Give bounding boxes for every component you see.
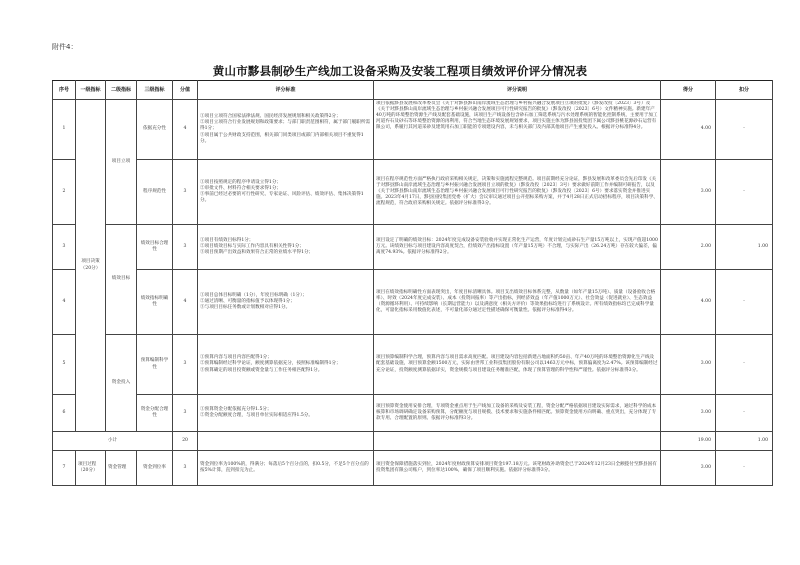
criteria-cell	[198, 270, 374, 335]
criteria-line: ②项目绩效目标与实际工作内容具有相关性得1分；	[200, 243, 304, 249]
table-row	[53, 395, 773, 432]
score-cell: 3.00	[661, 395, 716, 432]
table-row	[53, 225, 773, 270]
criteria-line: ①项目总体目标明确（1分），年度目标明确（1分）；	[200, 292, 307, 298]
deduction-cell: -	[716, 270, 773, 335]
row-index: 6	[53, 395, 76, 432]
header-points: 分值	[173, 81, 198, 100]
explanation-cell: 项目预算编制科学合理，预算内容与项目需求高度匹配。项目建设内容包括新建占地面积约50亩、年产40万吨的环境整治资源化生产线及配套基础设施，项目预算金额1500万元，实际由世邦工业科技集团股份有限公司以1463万元中标，预算偏离度为2.47%。该预算编制经过充分论证，投资额度测算依据详实，资金规模与项目建设任务精准匹配，体现了预算管理的科学性和严谨性。依据评分标准得3分。	[374, 335, 661, 395]
criteria-line: ②审批文件、材料符合相关要求得1分；	[200, 185, 282, 191]
evaluation-table	[52, 80, 773, 486]
level2-cell: 绩效目标	[106, 225, 137, 335]
subtotal-empty-criteria	[198, 432, 374, 451]
criteria-line: ②通过清晰、可衡量的指标值予以体现得1分；	[200, 298, 295, 304]
criteria-line: ①项目按照规定的程序申请设立得1分；	[200, 179, 282, 185]
criteria-line: ③事前已经过必要的可行性研究、专家论证、风险评估、绩效评估、集体决策得1分。	[200, 192, 364, 204]
level1-cell: 项目决策（20分）	[76, 100, 106, 432]
deduction-cell: -	[716, 335, 773, 395]
level3-cell: 预算编制科学性	[137, 335, 173, 395]
level3-cell: 资金到位率	[137, 451, 173, 486]
deduction-cell: -	[716, 100, 773, 160]
table-row	[53, 270, 773, 335]
attachment-label: 附件4：	[52, 43, 78, 51]
criteria-line: ①预算内容与项目内容匹配得1分；	[200, 355, 272, 361]
deduction-cell: -	[716, 395, 773, 432]
score-cell: 2.00	[661, 225, 716, 270]
criteria-cell	[198, 395, 374, 432]
criteria-cell	[198, 225, 374, 270]
score-cell: 4.00	[661, 270, 716, 335]
document-title: 黄山市黟县制砂生产线加工设备采购及安装工程项目绩效评价评分情况表	[212, 64, 588, 78]
header-index: 序号	[53, 81, 76, 100]
header-score: 得分	[661, 81, 716, 100]
level2-cell: 项目立项	[106, 100, 137, 225]
score-cell: 3.00	[661, 335, 716, 395]
deduction-cell: -	[716, 160, 773, 225]
row-index: 7	[53, 451, 76, 486]
criteria-line: ③项目属于公共财政支持范围，相关部门同类项目或部门内部相关项目不重复得1分。	[200, 132, 364, 144]
header-level1: 一级指标	[76, 81, 106, 100]
explanation-cell: 项目在绩效指标明确性方面表现突出，年度目标清晰具体。项目支出绩效目标体系完整，从数量（如年产量15万吨）、质量（设备验收合格率）、时效（2024年度完成安装）、成本（投资回报率）等产出指标，到经济效益（年产值1000万元）、社会效益（促进就业）、生态效益（资源循环利用）、可持续影响（长期运营能力）以及满意度（相关方评价）等效果指标均进行了系统设计。所有绩效指标均已完成科学量化，可量化指标采用数值化表述，不可量化部分通过定性描述确保可衡量性。依据评分标准得4分。	[374, 270, 661, 335]
deduction-cell: -	[716, 451, 773, 486]
subtotal-deduction: 1.00	[716, 432, 773, 451]
criteria-cell	[198, 335, 374, 395]
level1-cell: 项目过程（20分）	[76, 451, 106, 486]
points-cell: 3	[173, 160, 198, 225]
level3-cell: 绩效指标明确性	[137, 270, 173, 335]
subtotal-label: 小计	[53, 432, 173, 451]
subtotal-row	[53, 432, 773, 451]
table-row	[53, 100, 773, 160]
header-explanation: 评分说明	[374, 81, 661, 100]
score-cell: 3.00	[661, 451, 716, 486]
level2-cell: 资金管理	[106, 451, 137, 486]
score-cell: 4.00	[661, 100, 716, 160]
explanation-cell: 项目设定了明确的绩效目标：2024年度完成设备安装验收并实现正常化生产运营，年度计划完成砂石生产量15万吨以上，实现产值超1000万元。该绩效目标与项目建设内容高度契合，但绩效产出指标设置（年产量15万吨）不合理，与实际产出（26.24万吨）存在较大偏差，偏离度74.93%。依据评分标准得2分。	[374, 225, 661, 270]
criteria-line: ③项目预期产出效益和效果符合正常的业绩水平得1分；	[200, 250, 314, 256]
row-index: 4	[53, 270, 76, 335]
deduction-cell: 1.00	[716, 225, 773, 270]
row-index: 2	[53, 160, 76, 225]
row-index: 1	[53, 100, 76, 160]
subtotal-score: 19.00	[661, 432, 716, 451]
header-level3: 三级指标	[137, 81, 173, 100]
points-cell: 4	[173, 270, 198, 335]
table-row	[53, 335, 773, 395]
header-criteria: 评分标准	[198, 81, 374, 100]
criteria-line: ①项目有绩效目标得1分；	[200, 237, 254, 243]
criteria-cell	[198, 100, 374, 160]
header-deduction: 扣分	[716, 81, 773, 100]
explanation-cell: 项目在程序规范性方面严格执行政府采购相关规定，决策和实施流程完整规范。项目前期经充分论证，黟县发展和改革委员会先后印发《关于对黟县黟山南岸流域生态治理与乡村振兴融合发展项目立项的批复》（黟发改投〔2023〕3号）要求做好前期工作并编制可研报告，以及《关于对黟县黟山南岸流域生态治理与乡村振兴融合发展项目可行性研究报告的批复》（黟发改投〔2023〕6号）要求落实资金并推进实施。2023年4月17日，黟县国投集团党委（扩大）会议审议通过项目公开招标采购方案，并于4月28日正式启动招标程序，项目决策科学、流程规范，符合政府采购相关规定。依据评分标准得3分。	[374, 160, 661, 225]
points-cell: 3	[173, 451, 198, 486]
explanation-text: 项目依据黟县发展和改革委员会《关于对黟县黟山南岸流域生态治理与乡村振兴融合发展项目立项的批复》（黟发改投〔2023〕3号）及《关于对黟县黟山南岸流域生态治理与乡村振兴融合发展项目可行性研究报告的批复》（黟发改投〔2023〕6号）文件精神实施。新建年产40万吨的环境整治资源生产线及配套基础设施，该项目生产线设备包含砂石加工筛选系统与污水处理系统的智能化控制系统，主要用于加工河道弃石及砂石等环境整治资源的再利用，符合当地生态环境发展规划要求，项目实施主体为黟县国投集团下属公司黟县桃花源砂石运营有限公司，系履行其河道采砂及建筑用石加工职能的专项建设内容，未与相关部门及内部其他项目产生重复投入。根据评分标准得4分。	[376, 101, 658, 131]
level3-cell: 资金分配合理性	[137, 395, 173, 432]
table-row	[53, 451, 773, 486]
level3-cell: 绩效目标合理性	[137, 225, 173, 270]
criteria-line: ①预算资金分配依据充分得1.5分；	[200, 406, 272, 412]
explanation-cell: 项目资金保障措施落实到位，2024年度财政预算安排项目资金197.18万元。该笔财政补助资金已于2024年12月23日全额拨付至黟县国有投资集团有限公司账户，到位率达100%，确保了项目顺利实施。依据评分标准得3分。	[374, 451, 661, 486]
criteria-cell: 资金到位率为100%的，得满分；每落后5个百分点的，扣0.5分，不足5个百分点的按5%计算，直到扣完为止。	[198, 451, 374, 486]
table-header-row	[53, 81, 773, 100]
criteria-line: ②预算编制经过科学论证，额度测算依据充分，按照标准编制得1分；	[200, 361, 341, 367]
criteria-cell	[198, 160, 374, 225]
row-index: 3	[53, 225, 76, 270]
row-index: 5	[53, 335, 76, 395]
score-cell: 3.00	[661, 160, 716, 225]
subtotal-empty-explanation	[374, 432, 661, 451]
points-cell: 4	[173, 100, 198, 160]
criteria-line: ②资金分配额度合理，与项目单位实际相适应得1.5分。	[200, 413, 313, 418]
level3-cell: 依据充分性	[137, 100, 173, 160]
points-cell: 3	[173, 225, 198, 270]
explanation-cell: 项目预算资金使用安排合理，专项资金重点用于生产线加工设备的采购及安装工程，资金分配严格依据项目建设实际需求，通过科学的成本核算和市场调研确定设备采购预算，分配额度与项目规模、技术要求和实施条件相匹配。预算资金使用方向明确、重点突出，充分体现了专款专用、合理配置的原则。依据评分标准得3分。	[374, 395, 661, 432]
level3-cell: 程序规范性	[137, 160, 173, 225]
criteria-line: ③预算确定的项目投资额或资金量与工作任务相匹配得1分。	[200, 367, 323, 373]
level2-cell: 资金投入	[106, 335, 137, 432]
explanation-cell	[374, 100, 661, 160]
points-cell: 3	[173, 395, 198, 432]
criteria-line: ③与项目目标任务数或计划数相对应得1分。	[200, 305, 291, 311]
criteria-line: ①项目立项符合国家法律法规、国民经济发展规划和相关政策得2分；	[200, 114, 341, 120]
criteria-line: ②项目立项符合行业发展规划和政策要求；与部门职责范围相符，属于部门履职所需得1分；	[200, 120, 370, 132]
points-cell: 3	[173, 335, 198, 395]
table-row	[53, 160, 773, 225]
header-level2: 二级指标	[106, 81, 137, 100]
subtotal-points: 20	[173, 432, 198, 451]
